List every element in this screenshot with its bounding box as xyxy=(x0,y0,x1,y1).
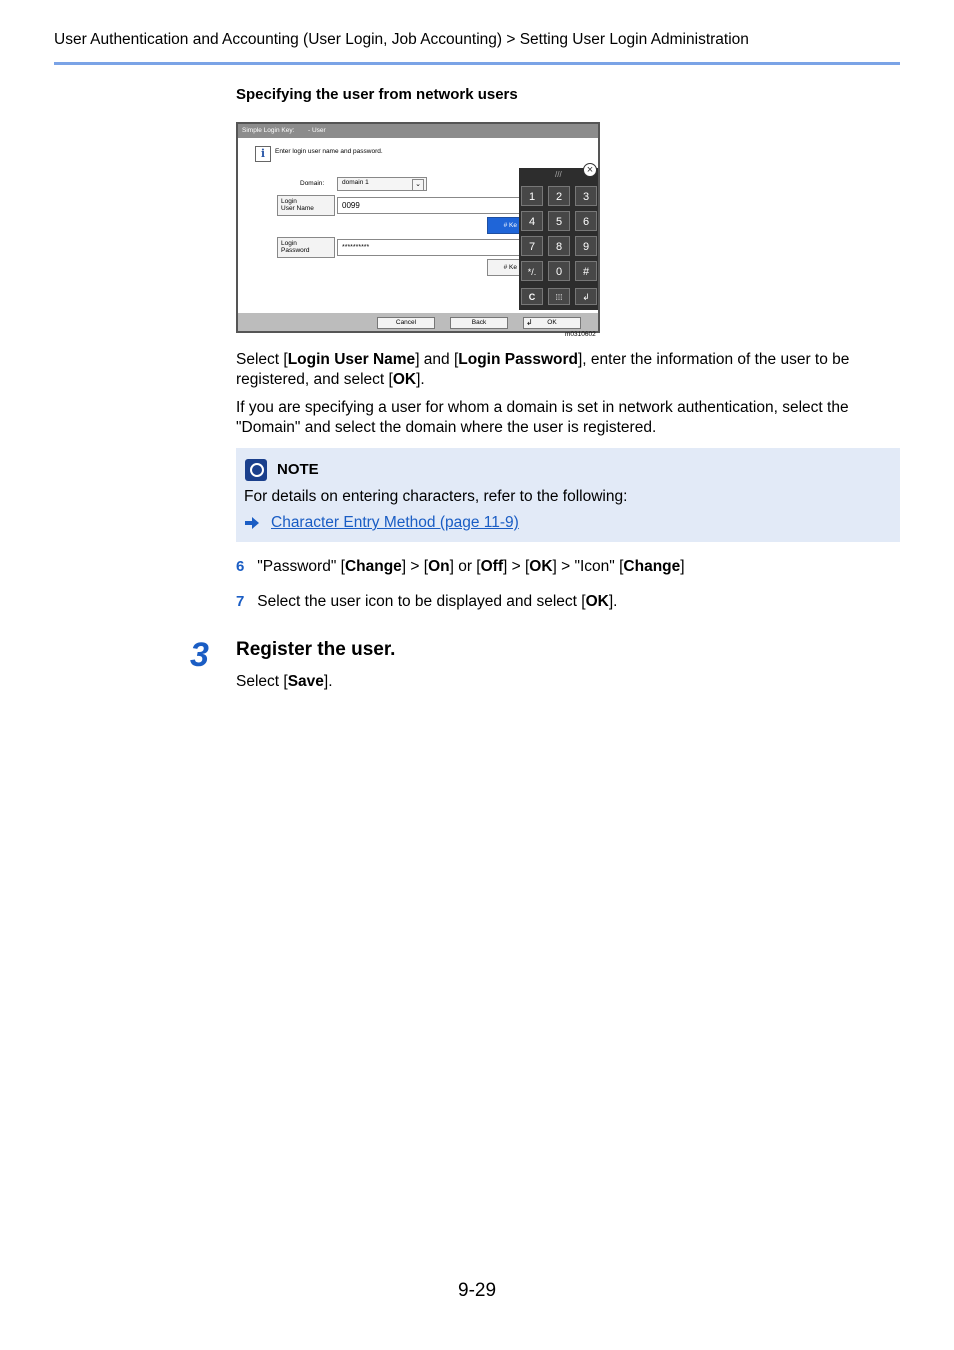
login-user-name-field[interactable]: 0099 xyxy=(337,197,522,214)
bold-text: Change xyxy=(623,558,681,575)
numeric-keypad xyxy=(519,168,598,310)
domain-select[interactable] xyxy=(337,177,427,191)
note-title: NOTE xyxy=(277,461,319,478)
keypad-key[interactable]: 0 xyxy=(548,261,570,281)
keypad-clear-key[interactable]: C xyxy=(521,288,543,305)
login-user-name-label-2: User Name xyxy=(281,205,314,212)
keypad-key[interactable]: 3 xyxy=(575,186,597,206)
user-name-key-button[interactable]: # Ke xyxy=(487,217,521,234)
login-password-field[interactable]: ********** xyxy=(337,239,522,256)
bold-text: Login User Name xyxy=(287,351,416,368)
keypad-key[interactable]: 2 xyxy=(548,186,570,206)
header-rule xyxy=(54,62,900,65)
character-entry-link[interactable]: Character Entry Method (page 11-9) xyxy=(271,514,519,531)
text: Select the user icon to be displayed and select [ xyxy=(257,593,586,610)
header-breadcrumb: User Authentication and Accounting (User Login, Job Accounting) > Setting User Login Administration xyxy=(54,31,749,48)
keypad-key[interactable]: */. xyxy=(521,261,543,281)
keypad-key[interactable]: 1 xyxy=(521,186,543,206)
info-icon: i xyxy=(255,146,271,162)
login-password-button[interactable] xyxy=(277,237,335,258)
text: "Password" [ xyxy=(257,558,345,575)
step-6 xyxy=(236,557,685,577)
screen-footer xyxy=(238,313,598,331)
keypad-grip-icon: /// xyxy=(555,170,562,179)
note-text: For details on entering characters, refer to the following: xyxy=(244,488,628,505)
screen-instruction: Enter login user name and password. xyxy=(275,148,383,155)
image-code: m0310602 xyxy=(565,331,596,338)
text: ]. xyxy=(608,593,618,610)
ok-button[interactable] xyxy=(523,317,581,329)
section-heading: Specifying the user from network users xyxy=(236,86,518,103)
text: ] > "Icon" [ xyxy=(552,558,624,575)
login-password-label-2: Password xyxy=(281,247,310,254)
login-screenshot xyxy=(236,122,600,333)
keypad-key[interactable]: 6 xyxy=(575,211,597,231)
bold-text: Change xyxy=(344,558,402,575)
paragraph-instructions xyxy=(236,350,900,390)
page-number: 9-29 xyxy=(458,1280,497,1301)
cancel-button[interactable]: Cancel xyxy=(377,317,435,329)
text: ]. xyxy=(416,371,425,388)
keypad-key[interactable]: # xyxy=(575,261,597,281)
keypad-key[interactable]: 5 xyxy=(548,211,570,231)
text: ] > [ xyxy=(401,558,429,575)
bold-text: OK xyxy=(585,593,609,610)
text: Select [ xyxy=(236,351,288,368)
note-icon xyxy=(245,459,267,481)
keypad-key[interactable]: 8 xyxy=(548,236,570,256)
password-key-button[interactable]: # Ke xyxy=(487,259,521,276)
bold-text: OK xyxy=(529,558,553,575)
step-3-text xyxy=(236,672,333,692)
keypad-key[interactable]: 9 xyxy=(575,236,597,256)
paragraph-domain xyxy=(236,398,900,438)
text: ] and [ xyxy=(415,351,459,368)
note-box xyxy=(236,448,900,542)
step-number: 6 xyxy=(236,558,245,575)
keypad-enter-icon[interactable]: ↲ xyxy=(575,288,597,305)
text: ] or [ xyxy=(449,558,481,575)
screen-title-bar xyxy=(238,124,598,138)
step-3-title: Register the user. xyxy=(236,639,396,660)
domain-label: Domain: xyxy=(300,180,325,187)
bold-text: On xyxy=(428,558,450,575)
keypad-key[interactable]: 7 xyxy=(521,236,543,256)
step-7 xyxy=(236,592,617,612)
login-password-label-1: Login xyxy=(281,240,297,247)
enter-icon: ↲ xyxy=(526,318,533,327)
keypad-grid-icon[interactable]: ⁞⁞⁞ xyxy=(548,288,570,305)
step-number: 7 xyxy=(236,593,245,610)
back-button[interactable]: Back xyxy=(450,317,508,329)
text: ], enter the information of the user to be xyxy=(578,351,850,368)
keypad-close-icon[interactable]: × xyxy=(583,163,597,177)
arrow-right-icon xyxy=(245,517,259,529)
bold-text: Login Password xyxy=(458,351,578,368)
screen-title-left: Simple Login Key: xyxy=(242,127,295,134)
login-user-name-label-1: Login xyxy=(281,198,297,205)
bold-text: Off xyxy=(480,558,503,575)
bold-text: OK xyxy=(392,371,417,388)
step-3-number: 3 xyxy=(190,636,209,674)
ok-label: OK xyxy=(547,319,557,326)
dropdown-icon: ⌄ xyxy=(412,179,424,191)
keypad-key[interactable]: 4 xyxy=(521,211,543,231)
text: If you are specifying a user for whom a domain is set in network authentication, select the xyxy=(236,399,849,416)
text: ]. xyxy=(323,673,333,690)
text: ] > [ xyxy=(503,558,530,575)
text: registered, and select [ xyxy=(236,371,393,388)
login-user-name-button[interactable] xyxy=(277,195,335,216)
text: ] xyxy=(680,558,685,575)
bold-text: Save xyxy=(287,673,324,690)
domain-value: domain 1 xyxy=(342,179,369,186)
screen-title-right: - User xyxy=(308,127,326,134)
text: "Domain" and select the domain where the user is registered. xyxy=(236,419,657,436)
text: Select [ xyxy=(236,673,288,690)
